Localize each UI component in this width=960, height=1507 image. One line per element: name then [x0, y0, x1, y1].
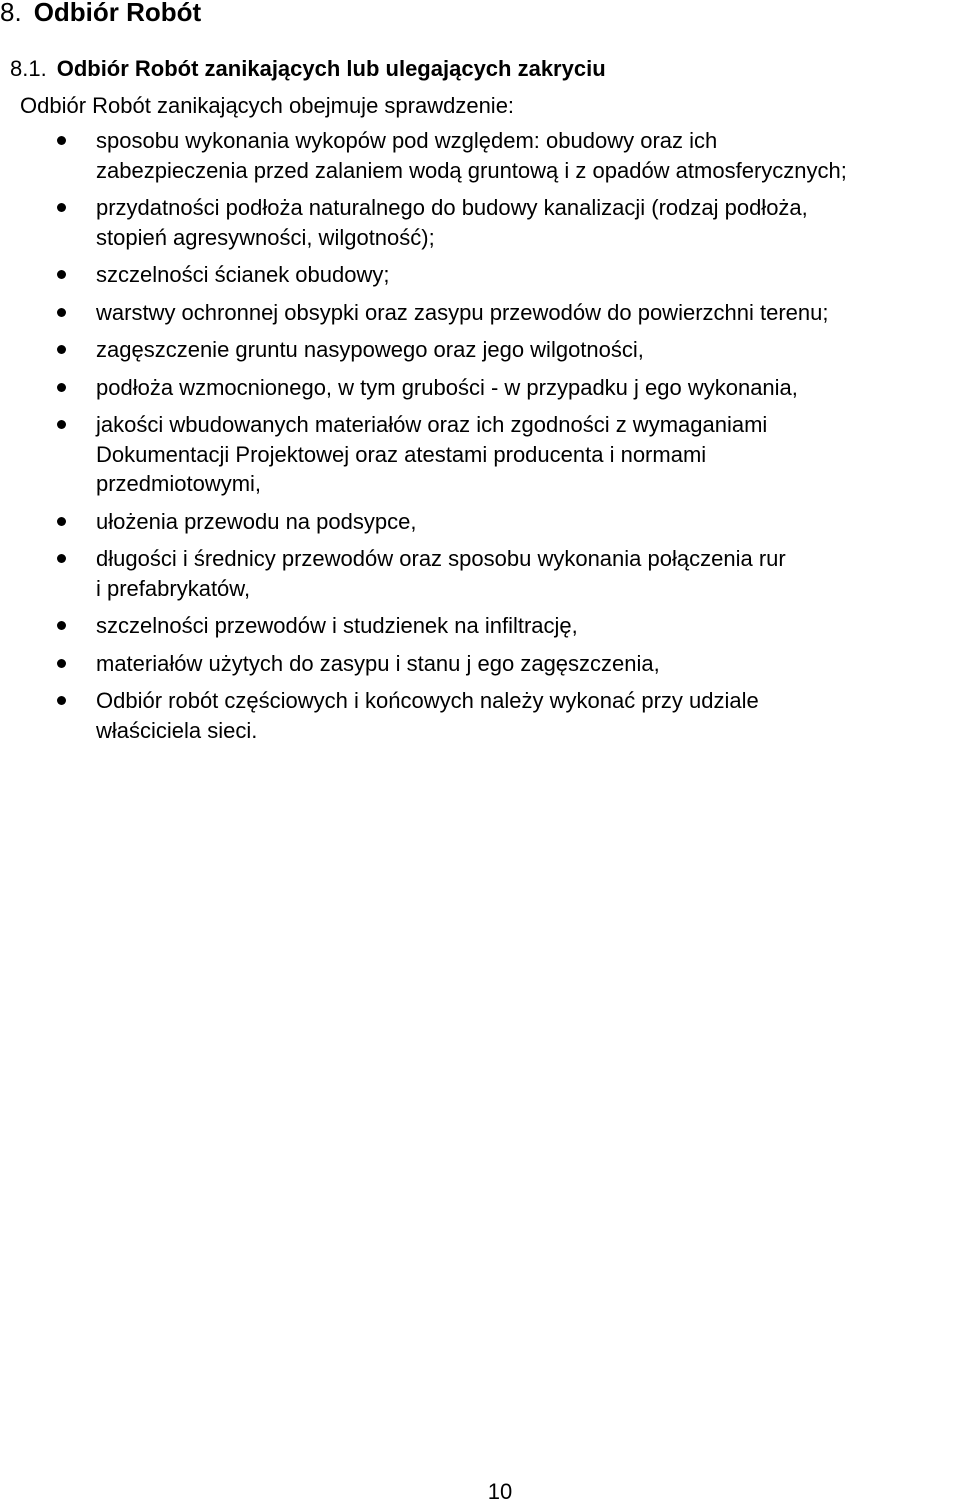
- list-item: zagęszczenie gruntu nasypowego oraz jego wilgotności,: [0, 335, 960, 365]
- bullet-icon: [57, 203, 66, 212]
- bullet-icon: [57, 420, 66, 429]
- bullet-icon: [57, 554, 66, 563]
- section-heading: [0, 0, 201, 32]
- bullet-icon: [57, 659, 66, 668]
- list-item: materiałów użytych do zasypu i stanu j ego zagęszczenia,: [0, 649, 960, 679]
- bullet-icon: [57, 383, 66, 392]
- list-item: długości i średnicy przewodów oraz sposobu wykonania połączenia rur i prefabrykatów,: [0, 544, 960, 603]
- subsection-title: Odbiór Robót zanikających lub ulegających zakryciu: [56, 56, 606, 81]
- subsection-heading: [10, 52, 606, 86]
- bullet-icon: [57, 345, 66, 354]
- list-item: jakości wbudowanych materiałów oraz ich zgodności z wymaganiami Dokumentacji Projektowej oraz atestami producenta i normami przedmiotowymi,: [0, 410, 960, 499]
- list-item: szczelności przewodów i studzienek na infiltrację,: [0, 611, 960, 641]
- bullet-icon: [57, 696, 66, 705]
- inspection-list: [0, 126, 960, 753]
- list-item: sposobu wykonania wykopów pod względem: obudowy oraz ich zabezpieczenia przed zalaniem wodą gruntową i z opadów atmosferycznych;: [0, 126, 960, 185]
- list-item: Odbiór robót częściowych i końcowych należy wykonać przy udziale właściciela sieci.: [0, 686, 960, 745]
- section-title: Odbiór Robót: [33, 0, 202, 27]
- list-item: warstwy ochronnej obsypki oraz zasypu przewodów do powierzchni terenu;: [0, 298, 960, 328]
- list-item: przydatności podłoża naturalnego do budowy kanalizacji (rodzaj podłoża, stopień agresywności, wilgotność);: [0, 193, 960, 252]
- list-item: szczelności ścianek obudowy;: [0, 260, 960, 290]
- list-item: podłoża wzmocnionego, w tym grubości - w przypadku j ego wykonania,: [0, 373, 960, 403]
- list-item: ułożenia przewodu na podsypce,: [0, 507, 960, 537]
- bullet-icon: [57, 621, 66, 630]
- bullet-icon: [57, 517, 66, 526]
- subsection-number: 8.1.: [10, 56, 47, 81]
- page-number: 10: [487, 1479, 513, 1504]
- bullet-icon: [57, 270, 66, 279]
- bullet-icon: [57, 308, 66, 317]
- intro-paragraph: Odbiór Robót zanikających obejmuje sprawdzenie:: [20, 93, 515, 118]
- section-number: 8.: [0, 0, 22, 27]
- bullet-icon: [57, 136, 66, 145]
